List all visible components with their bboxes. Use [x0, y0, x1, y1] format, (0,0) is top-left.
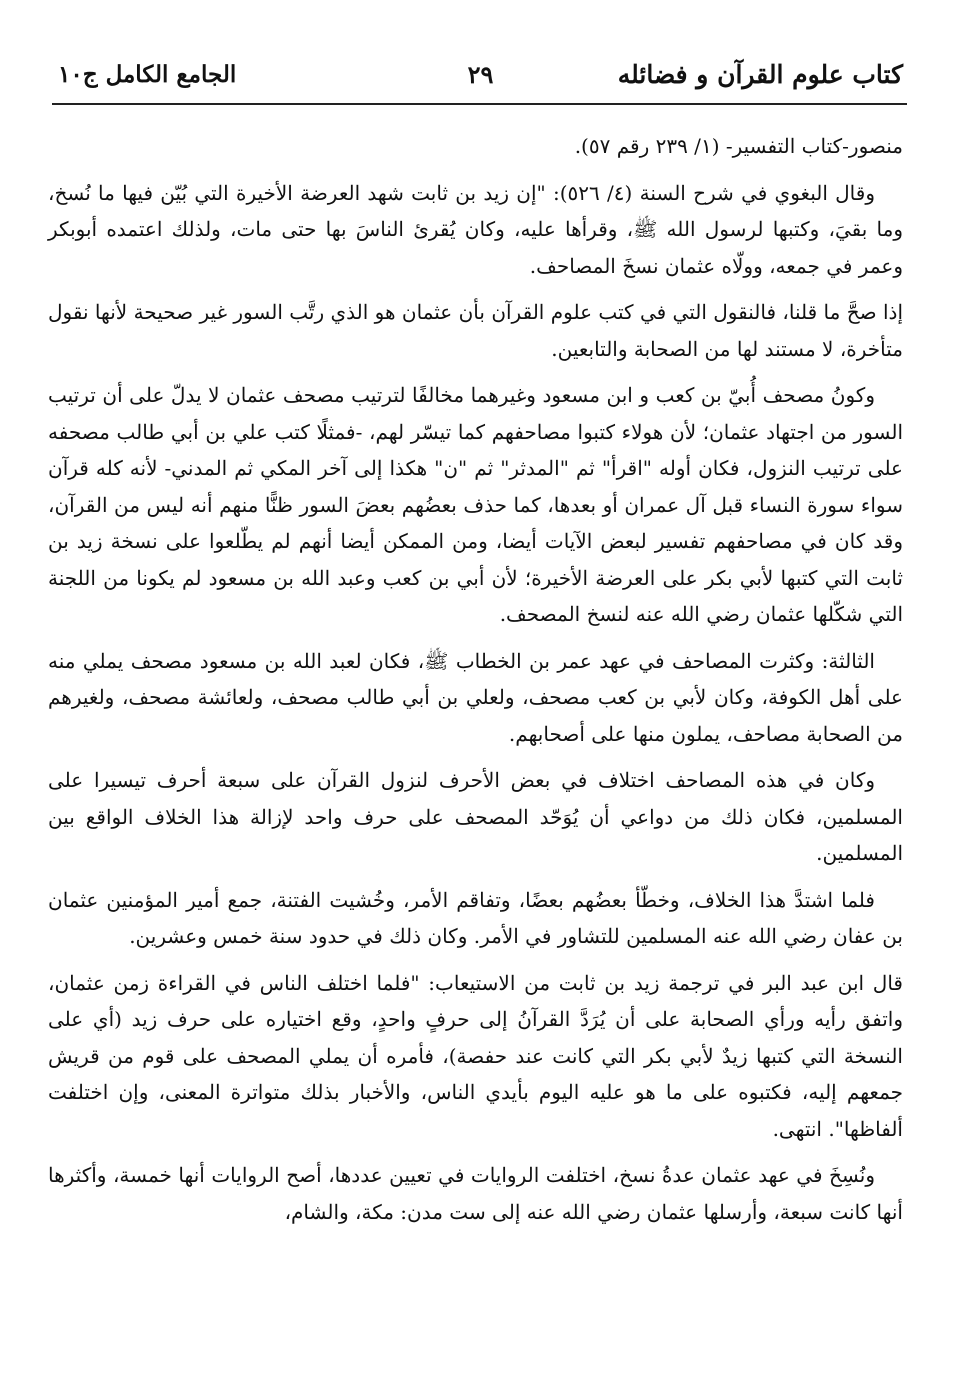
paragraph-3: إذا صحَّ ما قلنا، فالنقول التي في كتب علوم القرآن بأن عثمان هو الذي رتَّب السور غير صحيحة لأنها نقول متأخرة، لا مستند لها من الصحابة والتابعين. [48, 300, 903, 361]
paragraph-4: وكونُ مصحف أُبيّ بن كعب و ابن مسعود وغيرهما مخالفًا لترتيب مصحف عثمان لا يدلّ على أن ترتيب السور من اجتهاد عثمان؛ لأن هولاء كتبوا مصاحفهم كما تيسّر لهم، -فمثلًا كتب علي بن أبي طالب مصحفه على ترتيب النزول، فكان أوله "اقرأ" ثم "المدثر" ثم "ن" هكذا إلى آخر المكي ثم المدني- لأنه كله قرآن سواء سورة النساء قبل آل عمران أو بعدها، كما حذف بعضُهم بعضَ السور ظنًّا منهم أنه ليس من القرآن، وقد كان في مصاحفهم تفسير لبعض الآيات أيضا، ومن الممكن أيضا أنهم لم يطّلعوا على نسخة زيد بن ثابت التي كتبها لأبي بكر على العرضة الأخيرة؛ لأن أبي بن كعب وعبد الله بن مسعود لم يكونا من اللجنة التي شكّلها عثمان رضي الله عنه لنسخ المصحف. [48, 383, 903, 626]
paragraph-1: منصور-كتاب التفسير- (١/ ٢٣٩ رقم ٥٧). [574, 134, 903, 158]
paragraph-9: ونُسِخَ في عهد عثمان عدةُ نسخ، اختلفت الروايات في تعيين عددها، أصح الروايات أنها خمسة، وأكثرها أنها كانت سبعة، وأرسلها عثمان رضي الله عنه إلى ست مدن: مكة، والشام، [48, 1163, 903, 1224]
page-header [58, 58, 903, 98]
book-title: كتاب علوم القرآن و فضائله [617, 60, 903, 89]
paragraph-5: الثالثة: وكثرت المصاحف في عهد عمر بن الخطاب ﷺ، فكان لعبد الله بن مسعود مصحف يملي منه على أهل الكوفة، وكان لأبي بن كعب مصحف، ولعلي بن أبي طالب مصحف، ولعائشة مصحف، ولغيرهم من الصحابة مصاحف، يملون منها على أصحابهم. [48, 648, 903, 746]
paragraph-6: وكان في هذه المصاحف اختلاف في بعض الأحرف لنزول القرآن على سبعة أحرف تيسيرا على المسلمين، فكان ذلك من دواعي أن يُوَحّد المصحف على حرف واحد لإزالة هذا الخلاف الواقع بين المسلمين. [48, 768, 903, 865]
header-divider [52, 103, 907, 105]
paragraph-2: وقال البغوي في شرح السنة (٤/ ٥٢٦): "إن زيد بن ثابت شهد العرضة الأخيرة التي بُيّن فيها ما نُسخ، وما بقيَ، وكتبها لرسول الله ﷺ، وقرأها عليه، وكان يُقرئ الناسَ بها حتى مات، ولذلك اعتمده أبوبكر وعمر في جمعه، وولّاه عثمان نسخَ المصاحف. [48, 180, 903, 278]
series-title: الجامع الكامل ج١٠ [58, 61, 237, 88]
paragraph-8: قال ابن عبد البر في ترجمة زيد بن ثابت من الاستيعاب: "فلما اختلف الناس في القراءة زمن عثمان، واتفق رأيه ورأي الصحابة على أن يُرَدَّ القرآنُ إلى حرفٍ واحدٍ، وقع اختياره على حرف زيد (أي على النسخة التي كتبها زيدٌ لأبي بكر التي كانت عند حفصة)، فأمره أن يملي المصحف على قوم من قريش جمعهم إليه، فكتبوه على ما هو عليه اليوم بأيدي الناس، والأخبار بذلك متواترة المعنى، وإن اختلفت ألفاظها". انتهى. [48, 970, 903, 1141]
paragraph-7: فلما اشتدَّ هذا الخلاف، وخطّأ بعضُهم بعضًا، وتفاقم الأمر، وخُشيت الفتنة، جمع أمير المؤمنين عثمان بن عفان رضي الله عنه المسلمين للتشاور في الأمر. وكان ذلك في حدود سنة خمس وعشرين. [48, 887, 903, 948]
page-body [48, 128, 903, 1240]
page-number: ٢٩ [467, 60, 494, 89]
